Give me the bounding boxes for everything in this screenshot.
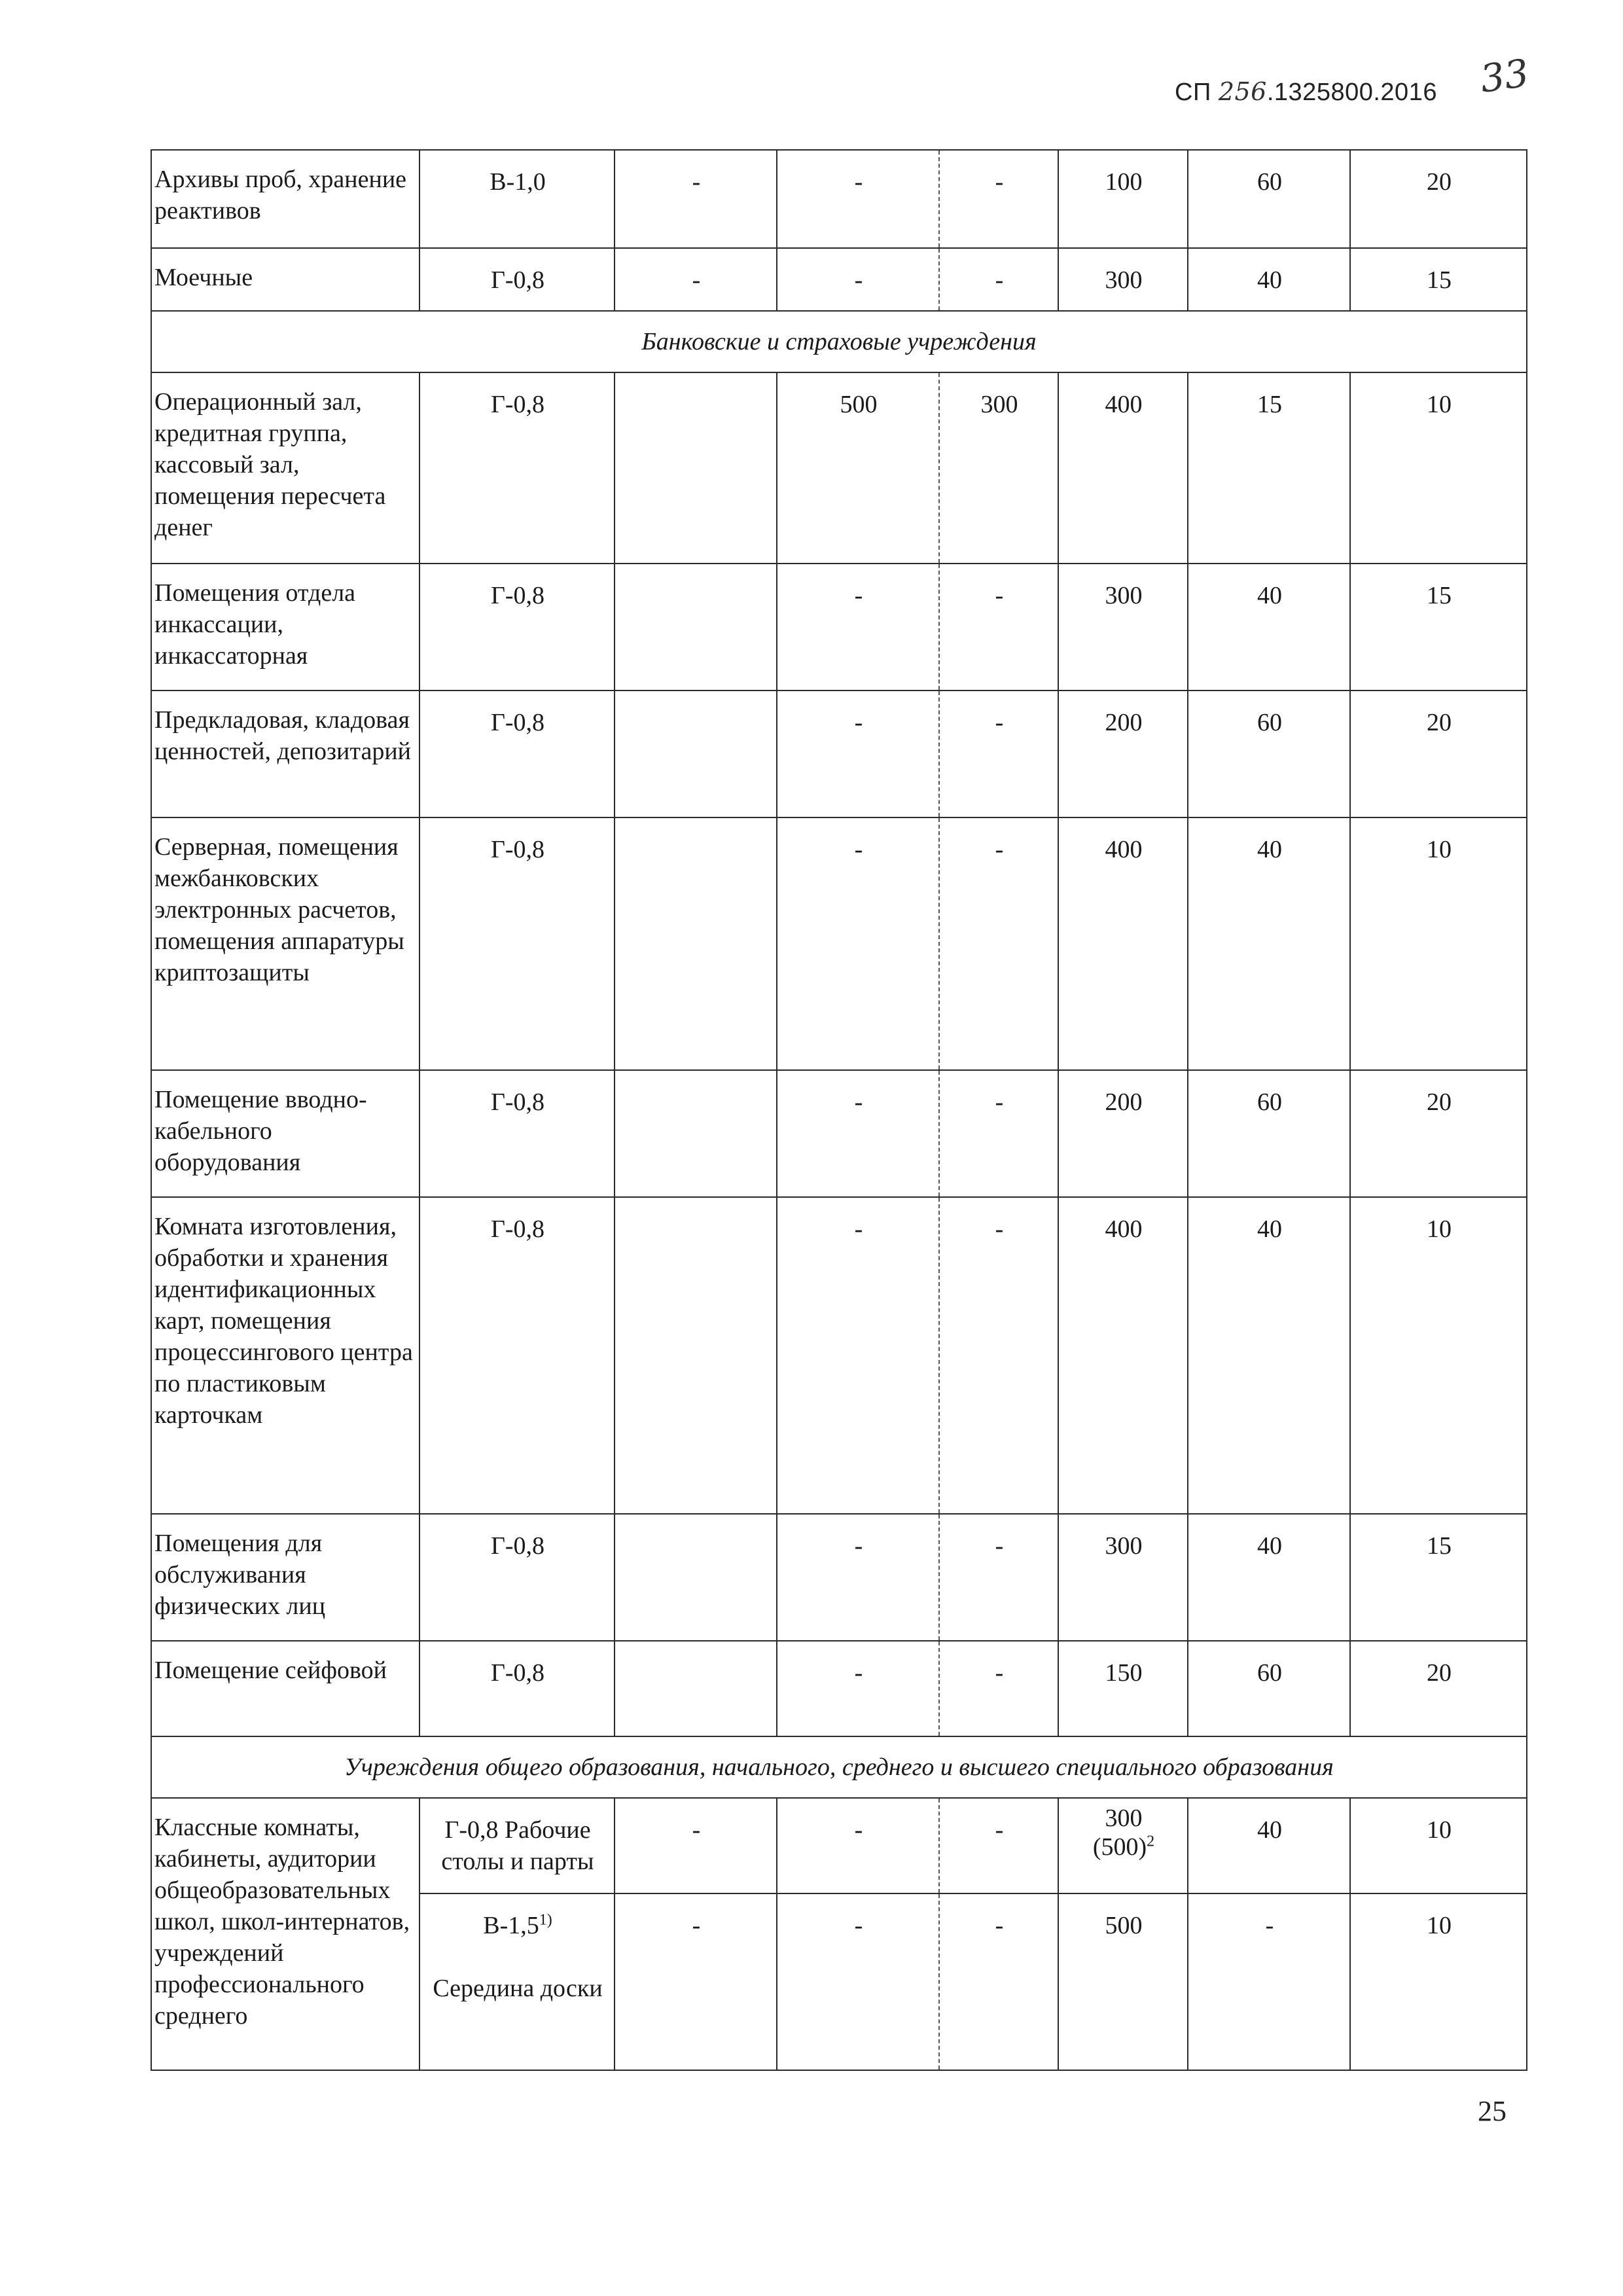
work-plane-cell: Г-0,8 [419,564,615,691]
value-cell: - [615,150,777,248]
value-cell: - [615,1798,777,1893]
table-row [151,1514,1527,1641]
doc-code-rest: .1325800.2016 [1266,79,1437,106]
value-cell: - [939,1070,1058,1197]
value-cell [615,1514,777,1641]
value-cell: 40 [1188,564,1350,691]
work-plane-cell: Г-0,8 [419,1514,615,1641]
value-cell: - [939,150,1058,248]
value-cell: 100 [1058,150,1188,248]
section-header-row [151,1736,1527,1798]
footnote-mark: 1) [539,1911,552,1929]
value-cell [615,1070,777,1197]
room-name: Помещения отдела инкассации, инкассаторная [151,564,419,691]
table-row [151,564,1527,691]
value-cell: - [777,564,939,691]
value-cell: 60 [1188,1070,1350,1197]
value-cell [615,1197,777,1514]
value-cell: - [939,564,1058,691]
value-cell: 15 [1350,564,1527,691]
value-cell: 10 [1350,1197,1527,1514]
work-plane-cell [419,1893,615,2070]
value-cell: 20 [1350,150,1527,248]
value-cell: 15 [1350,248,1527,311]
value-cell: - [939,817,1058,1070]
value-cell: 20 [1350,691,1527,817]
value-cell: 15 [1188,372,1350,564]
value-cell: - [939,248,1058,311]
value-cell: - [1188,1893,1350,2070]
value-cell: 300 [1058,248,1188,311]
value-cell: - [939,691,1058,817]
illuminance-main: 300 [1105,1804,1143,1832]
work-plane-cell: Г-0,8 [419,1070,615,1197]
work-plane-note: Середина доски [433,1975,603,2002]
work-plane-cell: Г-0,8 [419,1197,615,1514]
table-row [151,1070,1527,1197]
handwritten-sheet-number: 33 [1477,50,1532,101]
value-cell: 300 [1058,1514,1188,1641]
value-cell: - [777,150,939,248]
work-plane-cell: Г-0,8 [419,1641,615,1736]
value-cell: 15 [1350,1514,1527,1641]
page-number: 25 [1478,2095,1507,2127]
work-plane-cell: Г-0,8 [419,248,615,311]
value-cell: 60 [1188,1641,1350,1736]
value-cell: 400 [1058,817,1188,1070]
table-row [151,372,1527,564]
doc-code-handwritten: 256 [1218,77,1267,106]
room-name: Предкладовая, кладовая ценностей, депозитарий [151,691,419,817]
illumination-norms-table [151,149,1527,2071]
value-cell: 500 [777,372,939,564]
value-cell: - [615,248,777,311]
value-cell: - [777,1070,939,1197]
section-title-education: Учреждения общего образования, начального, среднего и высшего специального образования [151,1736,1527,1798]
value-cell [615,372,777,564]
value-cell: - [777,817,939,1070]
value-cell: - [777,1514,939,1641]
table-row [151,248,1527,311]
value-cell: - [777,691,939,817]
value-cell: 20 [1350,1641,1527,1736]
footnote-mark: 2 [1147,1833,1155,1850]
value-cell: 10 [1350,817,1527,1070]
room-name: Серверная, помещения межбанковских электронных расчетов, помещения аппаратуры криптозащиты [151,817,419,1070]
value-cell: 10 [1350,1798,1527,1893]
value-cell: 40 [1188,1514,1350,1641]
value-cell [1058,1798,1188,1893]
table-row [151,1197,1527,1514]
value-cell: 10 [1350,372,1527,564]
value-cell: 400 [1058,372,1188,564]
value-cell: - [939,1641,1058,1736]
room-name: Помещения для обслуживания физических лиц [151,1514,419,1641]
value-cell: - [939,1798,1058,1893]
value-cell: 40 [1188,248,1350,311]
work-plane-value: В-1,5 [483,1912,539,1939]
value-cell: 200 [1058,1070,1188,1197]
work-plane-cell: В-1,0 [419,150,615,248]
work-plane-cell: Г-0,8 [419,817,615,1070]
value-cell: - [615,1893,777,2070]
room-name: Комната изготовления, обработки и хранения идентификационных карт, помещения процессингового центра по пластиковым карточкам [151,1197,419,1514]
work-plane-cell: Г-0,8 [419,372,615,564]
value-cell: 150 [1058,1641,1188,1736]
value-cell: 40 [1188,817,1350,1070]
value-cell [615,564,777,691]
value-cell: 300 [939,372,1058,564]
room-name: Классные комнаты, кабинеты, аудитории общеобразовательных школ, школ-интернатов, учреждений профессионального среднего [151,1798,419,2070]
illuminance-alt: (500) [1092,1833,1147,1861]
value-cell: - [939,1893,1058,2070]
document-code [1175,77,1437,107]
work-plane-cell: Г-0,8 [419,691,615,817]
value-cell: 20 [1350,1070,1527,1197]
value-cell [615,1641,777,1736]
room-name: Операционный зал, кредитная группа, кассовый зал, помещения пересчета денег [151,372,419,564]
value-cell [615,817,777,1070]
section-header-row [151,311,1527,372]
value-cell: 40 [1188,1798,1350,1893]
room-name: Моечные [151,248,419,311]
value-cell: 10 [1350,1893,1527,2070]
value-cell: - [777,1798,939,1893]
work-plane-cell: Г-0,8 Рабочие столы и парты [419,1798,615,1893]
value-cell [615,691,777,817]
value-cell: 200 [1058,691,1188,817]
value-cell: 400 [1058,1197,1188,1514]
room-name: Помещение вводно-кабельного оборудования [151,1070,419,1197]
value-cell: - [939,1197,1058,1514]
table-row [151,150,1527,248]
table-row [151,1641,1527,1736]
room-name: Архивы проб, хранение реактивов [151,150,419,248]
value-cell: - [777,1197,939,1514]
value-cell: 60 [1188,150,1350,248]
table-row [151,691,1527,817]
value-cell: 300 [1058,564,1188,691]
value-cell: - [939,1514,1058,1641]
table-row [151,1798,1527,1893]
doc-code-prefix: СП [1175,79,1211,106]
table-row [151,817,1527,1070]
value-cell: - [777,248,939,311]
value-cell: - [777,1641,939,1736]
value-cell: 500 [1058,1893,1188,2070]
value-cell: - [777,1893,939,2070]
room-name: Помещение сейфовой [151,1641,419,1736]
value-cell: 40 [1188,1197,1350,1514]
section-title-bank: Банковские и страховые учреждения [151,311,1527,372]
value-cell: 60 [1188,691,1350,817]
